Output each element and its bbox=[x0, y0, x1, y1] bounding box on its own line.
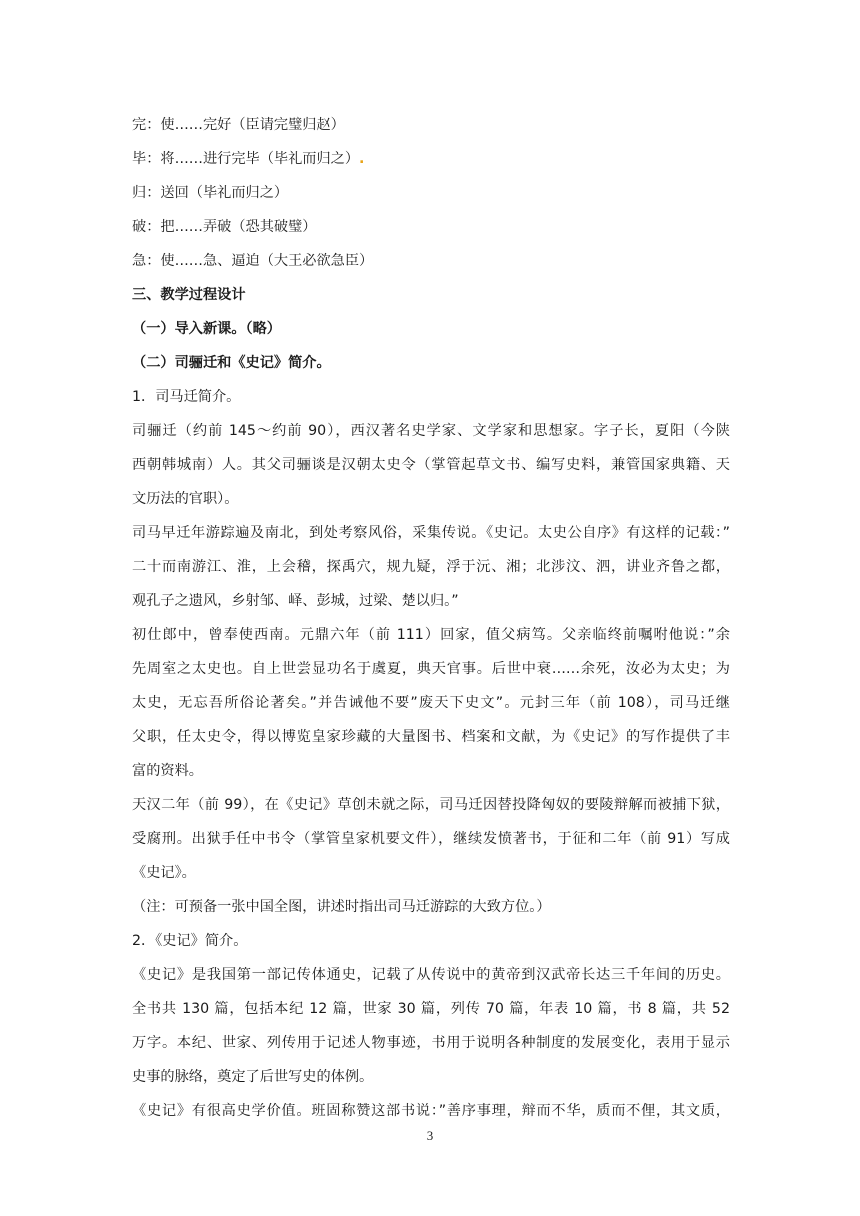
page-number: 3 bbox=[426, 1128, 434, 1143]
document-body bbox=[132, 108, 730, 1128]
subsection-heading: （一）导入新课。（略） bbox=[132, 321, 281, 337]
text-line: 初仕郎中，曾奉使西南。元鼎六年（前 111）回家，值父病笃。父亲临终前嘱咐他说：”余 bbox=[132, 627, 730, 643]
text-line: 万字。本纪、世家、列传用于记述人物事迹，书用于说明各种制度的发展变化，表用于显示 bbox=[132, 1035, 730, 1051]
text-line: 史事的脉络，奠定了后世写史的体例。 bbox=[132, 1069, 374, 1085]
text-line: 全书共 130 篇，包括本纪 12 篇，世家 30 篇，列传 70 篇，年表 10 篇，书 8 篇，共 52 bbox=[132, 1001, 730, 1017]
text-line: 观孔子之遗风，乡射邹、峄、彭城，过梁、楚以归。” bbox=[132, 593, 459, 609]
text-line: 《史记》。 bbox=[132, 865, 196, 881]
text-line: 二十而南游江、淮，上会稽，探禹穴，规九疑，浮于沅、湘；北涉汶、泗，讲业齐鲁之都， bbox=[132, 559, 730, 575]
subsection-heading: （二）司骊迁和《史记》简介。 bbox=[132, 355, 331, 371]
text-line: 富的资料。 bbox=[132, 763, 203, 779]
text-line bbox=[132, 142, 730, 176]
text-line: 《史记》是我国第一部记传体通史，记载了从传说中的黄帝到汉武帝长达三千年间的历史。 bbox=[132, 967, 730, 983]
text-line: 破：把……弄破（恐其破璧） bbox=[132, 219, 317, 235]
text-line: 司骊迁（约前 145～约前 90），西汉著名史学家、文学家和思想家。字子长，夏阳（今陕 bbox=[132, 423, 730, 439]
text-line: 先周室之太史也。自上世尝显功名于虞夏，典天官事。后世中衰……余死，汝必为太史；为 bbox=[132, 661, 730, 677]
text-line: 太史，无忘吾所俗论著矣。”并告诫他不要”废天下史文”。元封三年（前 108），司马迁继 bbox=[132, 695, 730, 711]
text-line: 急：使……急、逼迫（大王必欲急臣） bbox=[132, 253, 374, 269]
text-line: 文历法的官职）。 bbox=[132, 491, 239, 507]
text-line: 归：送回（毕礼而归之） bbox=[132, 185, 289, 201]
item-heading: 1．司马迁简介。 bbox=[132, 389, 241, 405]
item-heading: 2．《史记》简介。 bbox=[132, 933, 248, 949]
highlight-mark: . bbox=[359, 151, 365, 167]
text-line: 西朝韩城南）人。其父司骊谈是汉朝太史令（掌管起草文书、编写史料，兼管国家典籍、天 bbox=[132, 457, 730, 473]
text-line: 完：使……完好（臣请完璧归赵） bbox=[132, 117, 345, 133]
text-line: 司马早迁年游踪遍及南北，到处考察风俗，采集传说。《史记。太史公自序》有这样的记载：” bbox=[132, 525, 730, 541]
text-line: 天汉二年（前 99），在《史记》草创未就之际，司马迁因替投降匈奴的要陵辩解而被捕下狱， bbox=[132, 797, 730, 813]
section-heading: 三、教学过程设计 bbox=[132, 287, 246, 303]
text-line: 父职，任太史令，得以博览皇家珍藏的大量图书、档案和文献，为《史记》的写作提供了丰 bbox=[132, 729, 730, 745]
text-line: （注：可预备一张中国全图，讲述时指出司马迁游踪的大致方位。） bbox=[132, 899, 551, 915]
text-span: 毕：将……进行完毕（毕礼而归之） bbox=[132, 151, 360, 167]
text-line: 《史记》有很高史学价值。班固称赞这部书说：”善序事理，辩而不华，质而不俚，其文质， bbox=[132, 1103, 730, 1119]
text-line: 受腐刑。出狱手任中书令（掌管皇家机要文件），继续发愤著书，于征和二年（前 91）写成 bbox=[132, 831, 730, 847]
